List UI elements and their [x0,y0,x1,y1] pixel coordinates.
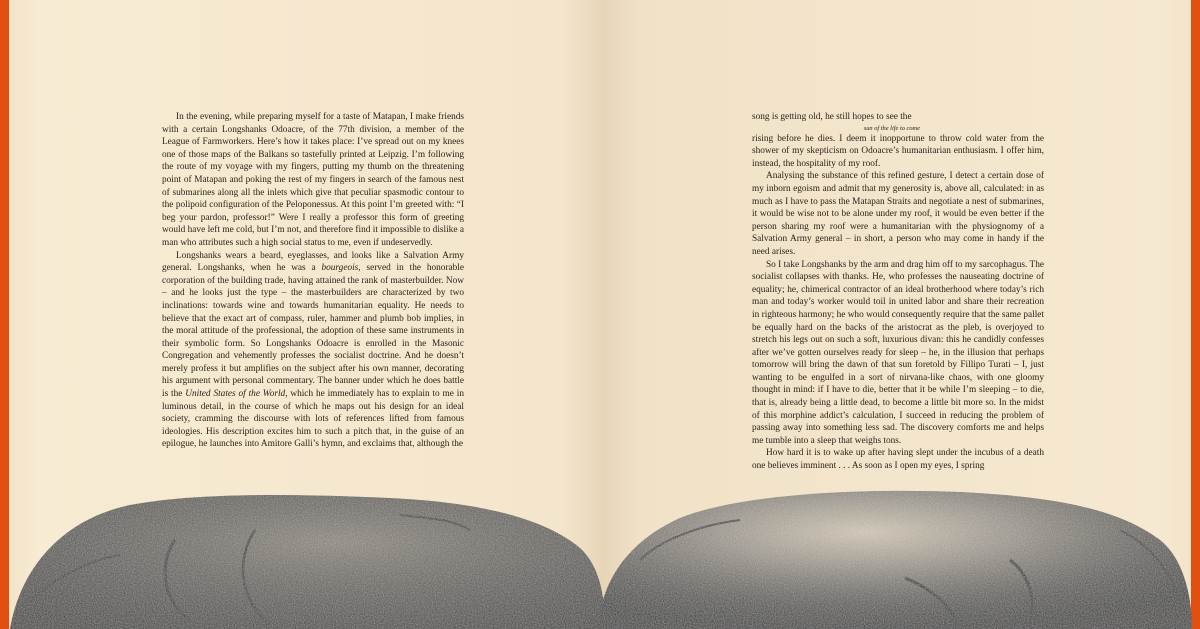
right-paragraph-2: Analysing the substance of this refined gesture, I detect a certain dose of my inborn egoism and admit that my generosity is, above all, calculated: in as much as I have to pass the Matapan Straits and negotiate a nest of submarines, it would be wise not to be alone under my roof, it would be even better if the person sharing my roof were a humanitarian with the physiognomy of a Salvation Army general – in short, a person who may come in handy if the need arises. [752,171,1044,257]
right-paragraph-3: So I take Longshanks by the arm and drag him off to my sarcophagus. The socialist collapses with thanks. He, who professes the nauseating doctrine of equality; he, chimerical contractor of an ideal brotherhood where today’s rich man and today’s worker would toil in united labor and share their recreation in righteous harmony; he who would consequently require that the same pallet be equally hard on the backs of the aristocrat as the pleb, is overjoyed to stretch his legs out on such a soft, luxurious divan: this he candidly confesses after we’ve gotten ourselves ready for sleep – he, in the illusion that perhaps tomorrow will bring the dawn of that sun foretold by Fillipo Turati – I, just wanting to be engulfed in a sort of nirvana-like chaos, with one gloomy thought in mind: if I have to die, better that it be while I’m sleeping – to die, that is, already being a little dead, to become a little bit more so. In the midst of this morphine addict’s calculation, I succeed in reducing the problem of passing away into something less sad. The discovery comforts me and helps me tumble into a sleep that weighs tons. [752,259,1044,446]
left-paragraph-2: Longshanks wears a beard, eyeglasses, and looks like a Salvation Army general. Longshanks, when he was a bourgeois, served in the honorable corporation of the building trade, having attained the rank of masterbuilder. Now – and he looks just the type – the masterbuilders are characterized by two inclinations: towards wine and towards humanitarian equality. He needs to believe that the exact art of compass, ruler, hammer and plumb bob implies, in the moral attitude of the professional, the adoption of these same instruments in their symbolic form. So Longshanks Odoacre is enrolled in the Masonic Congregation and vehemently professes the socialist doctrine. And he doesn’t merely profess it but amplifies on the subject after his own manner, decorating his argument with personal commentary. The banner under which he does battle is the United States of the World, which he immediately has to explain to me in luminous detail, in the course of which he maps out his design for an ideal society, cramming the discourse with lots of references lifted from famous ideologies. His description excites him to such a pitch that, in the guise of an epilogue, he launches into Amitore Galli’s hymn, and exclaims that, although the [162,250,464,450]
quoted-caption: sun of the life to come [863,124,920,132]
left-paragraph-1: In the evening, while preparing myself for a taste of Matapan, I make friends with a certain Longshanks Odoacre, of the 77th division, a member of the League of Farmworkers. Here’s how it takes place: I’ve spread out on my knees one of those maps of the Balkans so tastefully printed at Leipzig. I’m following the route of my voyage with my fingers, putting my thumb on the threatening point of Matapan and poking the rest of my fingers in search of the famous nest of submarines along all the inlets which give that peculiar spasmodic contour to the polipoid configuration of the Peloponessus. At this point I’m greeted with: “I beg your pardon, professor!” Were I really a professor this form of greeting would have left me cold, but I’m not, and therefore find it impossible to dislike a man who attributes such a high social status to me, even if undeservedly. [162,112,464,248]
left-head-drawing-icon [10,495,604,629]
right-paragraph-4: How hard it is to wake up after having slept under the incubus of a death one believes imminent . . . As soon as I open my eyes, I spring [752,448,1044,472]
emphasis-united-states: United States of the World [185,389,286,400]
right-paragraph-1: rising before he dies. I deem it inopportune to throw cold water from the shower of my skepticism on Odoacre’s humanitarian enthusiasm. I offer him, instead, the hospitality of my roof. [752,133,1044,169]
emphasis-bourgeois: bourgeois [321,263,359,274]
right-head-drawing-icon [598,491,1192,629]
right-opening-line: song is getting old, he still hopes to see the [752,112,912,122]
